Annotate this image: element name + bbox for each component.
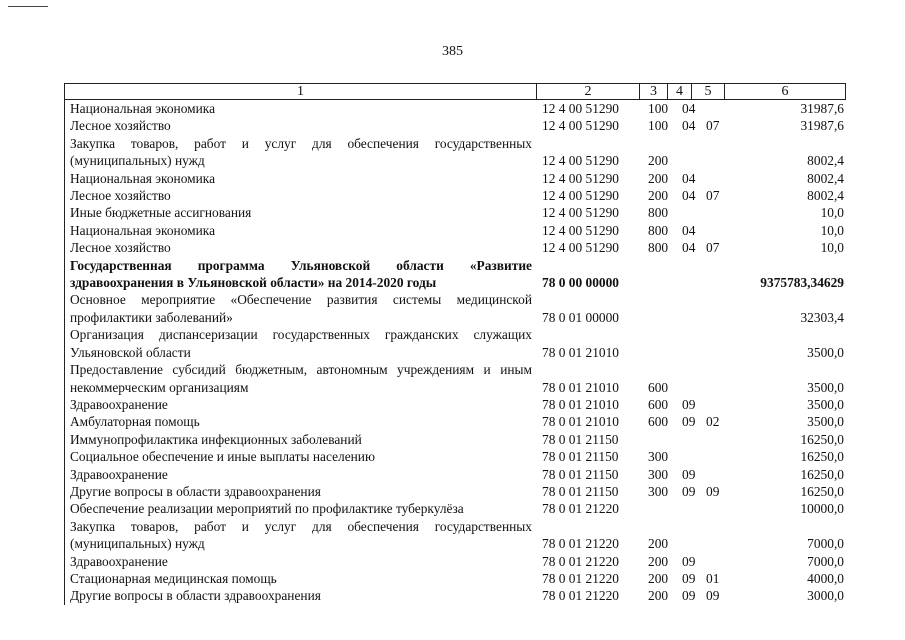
row-code: 78 0 01 21010 [542, 344, 619, 360]
header-col-6: 6 [781, 84, 789, 99]
row-sum: 16250,0 [800, 466, 844, 482]
row-name: Здравоохранение [70, 396, 168, 412]
table-row [64, 396, 846, 413]
row-code: 78 0 01 21220 [542, 570, 619, 586]
row-name: Иммунопрофилактика инфекционных заболеваний [70, 431, 362, 447]
row-code: 12 4 00 51290 [542, 205, 619, 221]
row-vr: 200 [648, 553, 669, 569]
row-code: 12 4 00 51290 [542, 222, 619, 238]
row-vr: 200 [648, 153, 669, 169]
row-sum: 8002,4 [807, 170, 844, 186]
row-name: Другие вопросы в области здравоохранения [70, 588, 321, 604]
row-section: 09 [682, 466, 696, 482]
row-code: 78 0 00 00000 [542, 275, 619, 291]
row-section: 04 [682, 170, 696, 186]
row-subsection: 07 [706, 118, 720, 134]
row-sum: 10,0 [820, 205, 844, 221]
row-code: 12 4 00 51290 [542, 170, 619, 186]
page-number: 385 [442, 44, 463, 59]
row-vr: 200 [648, 570, 669, 586]
header-col-2: 2 [537, 84, 640, 99]
row-name: Стационарная медицинская помощь [70, 570, 277, 586]
row-name: Другие вопросы в области здравоохранения [70, 483, 321, 499]
row-subsection: 09 [706, 588, 720, 604]
header-col-3: 3 [640, 84, 668, 99]
row-sum: 8002,4 [807, 153, 844, 169]
row-name: Здравоохранение [70, 553, 168, 569]
row-vr: 600 [648, 414, 669, 430]
row-name: Организация диспансеризации государственных гражданских служащих Ульяновской области [70, 327, 532, 360]
row-vr: 100 [648, 101, 669, 116]
row-name: Национальная экономика [70, 222, 216, 238]
table-row [64, 326, 846, 361]
table-row [64, 135, 846, 170]
scan-artifact-line [8, 6, 48, 7]
row-vr: 300 [648, 466, 669, 482]
row-section: 04 [682, 118, 696, 134]
table-body [64, 100, 846, 605]
row-name: Предоставление субсидий бюджетным, автономным учреждениям и иным некоммерческим организациям [70, 362, 532, 395]
row-section: 09 [682, 553, 696, 569]
row-vr: 200 [648, 588, 669, 604]
row-code: 12 4 00 51290 [542, 101, 619, 116]
row-subsection: 07 [706, 188, 720, 204]
row-vr: 100 [648, 118, 669, 134]
row-vr: 200 [648, 536, 669, 552]
row-code: 78 0 01 21150 [542, 466, 619, 482]
row-section: 09 [682, 588, 696, 604]
row-vr: 600 [648, 396, 669, 412]
row-name: Национальная экономика [70, 170, 216, 186]
table-row [64, 170, 846, 187]
table-row [64, 466, 846, 483]
row-section: 09 [682, 396, 696, 412]
row-code: 78 0 01 21010 [542, 414, 619, 430]
row-sum: 10,0 [820, 240, 844, 256]
row-sum: 16250,0 [800, 449, 844, 465]
row-sum: 3000,0 [807, 588, 844, 604]
table-row [64, 483, 846, 500]
row-sum: 4000,0 [807, 570, 844, 586]
row-vr: 800 [648, 240, 669, 256]
row-section: 04 [682, 222, 696, 238]
row-sum: 10000,0 [800, 501, 844, 517]
row-sum: 16250,0 [800, 483, 844, 499]
row-section: 04 [682, 188, 696, 204]
row-name: Здравоохранение [70, 466, 168, 482]
row-vr: 300 [648, 449, 669, 465]
row-code: 78 0 01 21220 [542, 536, 619, 552]
row-sum: 9375783,34629 [760, 275, 844, 291]
row-name: Государственная программа Ульяновской области «Развитие здравоохранения в Ульяновской области» на 2014-2020 годы [70, 257, 532, 291]
row-subsection: 09 [706, 483, 720, 499]
row-name: Обеспечение реализации мероприятий по профилактике туберкулёза [70, 501, 464, 517]
row-name: Лесное хозяйство [70, 188, 171, 204]
row-section: 04 [682, 240, 696, 256]
table-header [64, 83, 846, 100]
row-vr: 300 [648, 483, 669, 499]
table-left-border [64, 100, 65, 605]
row-vr: 800 [648, 222, 669, 238]
row-sum: 7000,0 [807, 536, 844, 552]
table-row [64, 361, 846, 396]
row-sum: 32303,4 [800, 309, 844, 325]
table-row [64, 500, 846, 517]
row-sum: 16250,0 [800, 431, 844, 447]
row-code: 78 0 01 00000 [542, 309, 619, 325]
table-row [64, 100, 846, 117]
row-section: 04 [682, 101, 696, 116]
row-name: Лесное хозяйство [70, 118, 171, 134]
row-code: 12 4 00 51290 [542, 118, 619, 134]
row-code: 12 4 00 51290 [542, 153, 619, 169]
row-section: 09 [682, 570, 696, 586]
table-row [64, 448, 846, 465]
row-name: Основное мероприятие «Обеспечение развития системы медицинской профилактики заболеваний» [70, 292, 532, 325]
row-name: Иные бюджетные ассигнования [70, 205, 252, 221]
table-row [64, 553, 846, 570]
row-vr: 200 [648, 188, 669, 204]
row-subsection: 02 [706, 414, 720, 430]
row-sum: 8002,4 [807, 188, 844, 204]
row-subsection: 01 [706, 570, 720, 586]
row-sum: 3500,0 [807, 379, 844, 395]
row-name: Закупка товаров, работ и услуг для обеспечения государственных (муниципальных) нужд [70, 518, 532, 552]
row-sum: 7000,0 [807, 553, 844, 569]
row-name: Закупка товаров, работ и услуг для обеспечения государственных (муниципальных) нужд [70, 135, 532, 169]
row-name: Национальная экономика [70, 101, 216, 116]
table-row [64, 570, 846, 587]
row-sum: 3500,0 [807, 414, 844, 430]
row-vr: 800 [648, 205, 669, 221]
row-code: 78 0 01 21220 [542, 501, 619, 517]
row-vr: 200 [648, 170, 669, 186]
row-code: 12 4 00 51290 [542, 240, 619, 256]
table-row [64, 222, 846, 239]
row-code: 78 0 01 21150 [542, 431, 619, 447]
table-row [64, 204, 846, 221]
row-code: 78 0 01 21010 [542, 379, 619, 395]
row-section: 09 [682, 483, 696, 499]
row-sum: 3500,0 [807, 344, 844, 360]
row-code: 78 0 01 21150 [542, 449, 619, 465]
row-sum: 31987,6 [800, 118, 844, 134]
row-sum: 31987,6 [800, 101, 844, 116]
row-name: Амбулаторная помощь [70, 414, 200, 430]
table-row [64, 291, 846, 326]
table-row [64, 187, 846, 204]
row-code: 78 0 01 21220 [542, 553, 619, 569]
header-col-1: 1 [65, 84, 537, 99]
table-row [64, 117, 846, 134]
row-name: Лесное хозяйство [70, 240, 171, 256]
row-code: 78 0 01 21010 [542, 396, 619, 412]
row-code: 78 0 01 21150 [542, 483, 619, 499]
table-row [64, 431, 846, 448]
row-code: 12 4 00 51290 [542, 188, 619, 204]
row-vr: 600 [648, 379, 669, 395]
header-col-4: 4 [668, 84, 692, 99]
table-row [64, 587, 846, 604]
table-row [64, 413, 846, 430]
table-row [64, 257, 846, 292]
row-subsection: 07 [706, 240, 720, 256]
row-section: 09 [682, 414, 696, 430]
header-col-5: 5 [692, 84, 725, 99]
table-row [64, 518, 846, 553]
row-name: Социальное обеспечение и иные выплаты населению [70, 449, 375, 465]
row-sum: 10,0 [820, 222, 844, 238]
table-row [64, 239, 846, 256]
row-code: 78 0 01 21220 [542, 588, 619, 604]
row-sum: 3500,0 [807, 396, 844, 412]
